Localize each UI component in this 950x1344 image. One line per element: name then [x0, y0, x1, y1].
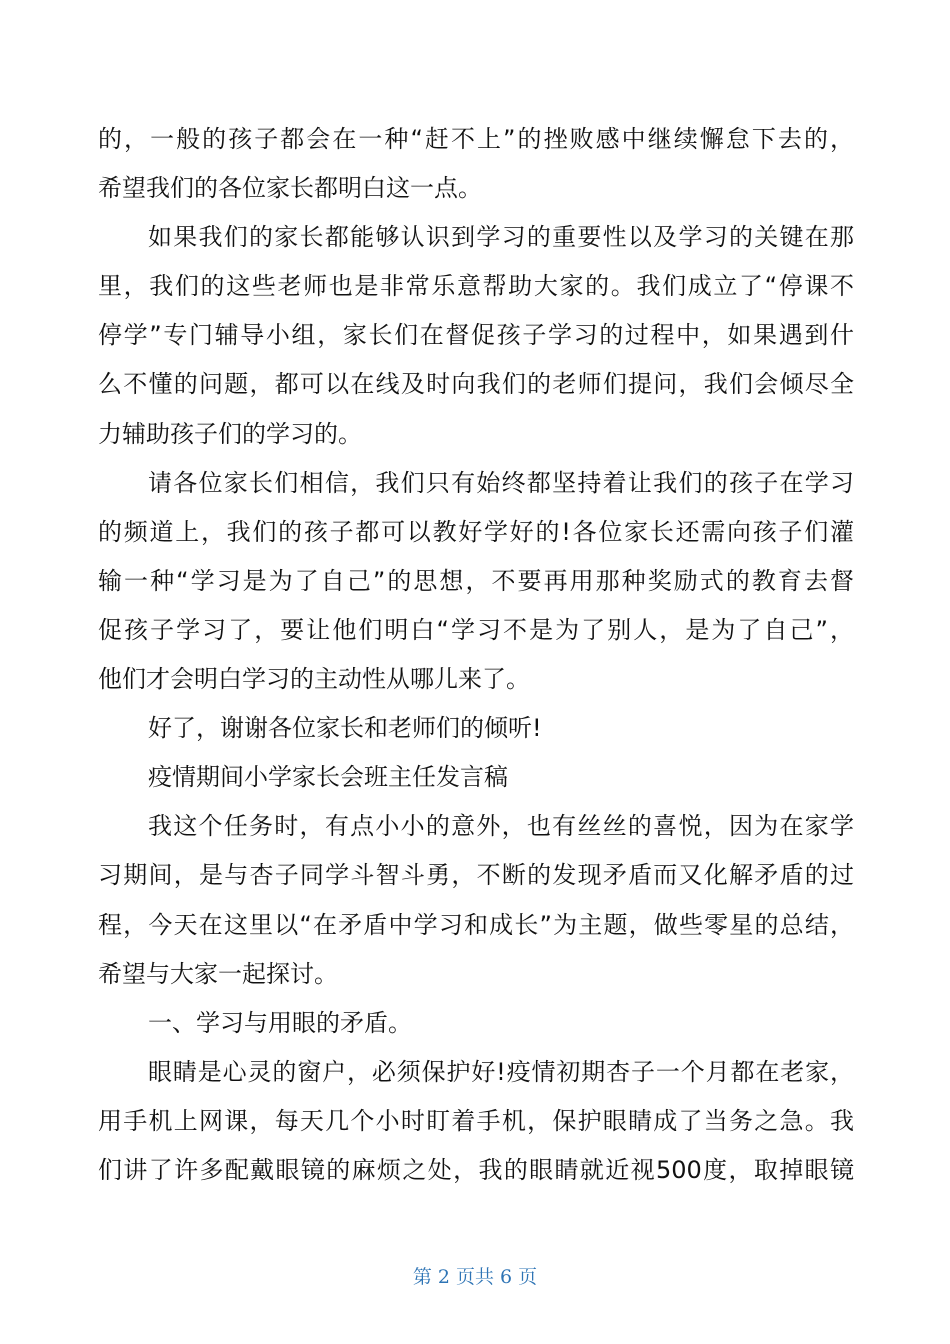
text-line: 们讲了许多配戴眼镜的麻烦之处，我的眼睛就近视500度，取掉眼镜 [98, 1155, 854, 1184]
text-line: 程，今天在这里以“在矛盾中学习和成长”为主题，做些零星的总结， [98, 910, 854, 939]
text-line: 希望我们的各位家长都明白这一点。 [98, 174, 482, 203]
text-line: 用手机上网课，每天几个小时盯着手机，保护眼睛成了当务之急。我 [98, 1106, 854, 1135]
section-heading: 一、学习与用眼的矛盾。 [148, 1008, 412, 1037]
text-line: 输一种“学习是为了自己”的思想，不要再用那种奖励式的教育去督 [98, 566, 854, 595]
text-line: 里，我们的这些老师也是非常乐意帮助大家的。我们成立了“停课不 [98, 272, 854, 301]
text-line: 好了，谢谢各位家长和老师们的倾听! [148, 714, 542, 743]
document-body [98, 115, 854, 1195]
text-line: 眼睛是心灵的窗户，必须保护好!疫情初期杏子一个月都在老家， [148, 1057, 854, 1086]
text-line: 么不懂的问题，都可以在线及时向我们的老师们提问，我们会倾尽全 [98, 370, 854, 399]
text-line: 促孩子学习了，要让他们明白“学习不是为了别人，是为了自己”， [98, 615, 854, 644]
text-line: 的频道上，我们的孩子都可以教好学好的!各位家长还需向孩子们灌 [98, 517, 854, 546]
text-line: 我这个任务时，有点小小的意外，也有丝丝的喜悦，因为在家学 [148, 812, 854, 841]
text-line: 的，一般的孩子都会在一种“赶不上”的挫败感中继续懈怠下去的， [98, 125, 854, 153]
text-line: 如果我们的家长都能够认识到学习的重要性以及学习的关键在那 [148, 223, 854, 252]
text-line: 习期间，是与杏子同学斗智斗勇，不断的发现矛盾而又化解矛盾的过 [98, 861, 854, 890]
text-line: 他们才会明白学习的主动性从哪儿来了。 [98, 665, 530, 694]
text-line: 力辅助孩子们的学习的。 [98, 419, 362, 448]
page-number-footer: 第 2 页共 6 页 [412, 1266, 538, 1288]
text-line: 停学”专门辅导小组，家长们在督促孩子学习的过程中，如果遇到什 [98, 321, 854, 350]
section-title: 疫情期间小学家长会班主任发言稿 [148, 763, 508, 792]
text-line: 请各位家长们相信，我们只有始终都坚持着让我们的孩子在学习 [148, 468, 854, 497]
text-line: 希望与大家一起探讨。 [98, 959, 338, 988]
